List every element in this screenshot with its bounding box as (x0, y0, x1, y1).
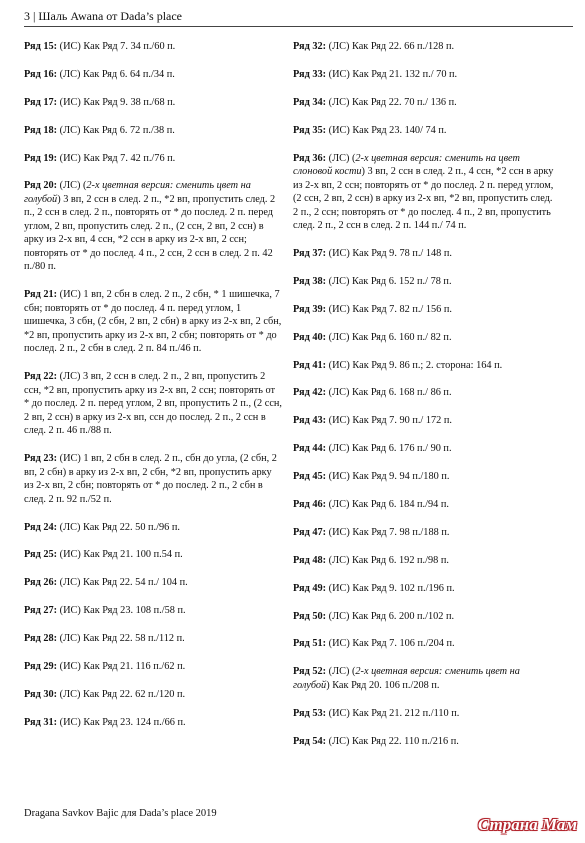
row-label: Ряд 43: (293, 415, 327, 427)
pattern-row (293, 498, 555, 512)
pattern-row (293, 610, 555, 624)
row-text: (ЛС) Как Ряд 22. 62 п./120 п. (57, 688, 186, 700)
row-label: Ряд 42: (293, 387, 327, 399)
pattern-row (293, 247, 555, 261)
page-header: 3 | Шаль Awana от Dada’s place (24, 9, 183, 23)
row-text: (ЛС) Как Ряд 6. 72 п./38 п. (57, 124, 175, 136)
pattern-row (293, 414, 555, 428)
row-label: Ряд 38: (293, 275, 327, 287)
pattern-row (24, 152, 282, 166)
watermark-logo: Страна Мам (477, 815, 577, 834)
row-label: Ряд 49: (293, 582, 327, 594)
pattern-row (293, 40, 555, 54)
row-text: (ЛС) ( (326, 666, 356, 678)
row-label: Ряд 17: (24, 96, 58, 108)
row-text: (ИС) Как Ряд 9. 38 п./68 п. (57, 96, 176, 108)
pattern-row (24, 179, 282, 274)
pattern-row (24, 68, 282, 82)
row-label: Ряд 21: (24, 289, 58, 301)
row-text: (ИС) 1 вп, 2 сбн в след. 2 п., 2 сбн, * 1 шишечка, 7 сбн; повторять от * до послед. 4 п. перед углом, 1 шишечка, 3 сбн, (2 сбн, 2 вп, 2 сбн) в арку из 2-х вп, 2 сбн, *2 вп, пропустить арку из 2-х вп, 2 сбн; повторять от * до послед. 2 п., 2 сбн в след. 2 п. 84 п./46 п. (24, 289, 282, 355)
row-label: Ряд 19: (24, 152, 58, 164)
row-text: (ЛС) ( (326, 152, 356, 164)
row-label: Ряд 29: (24, 660, 58, 672)
pattern-row (24, 688, 282, 702)
pattern-row (293, 96, 555, 110)
row-label: Ряд 31: (24, 716, 58, 728)
row-color-note: 2-х цветная версия: сменить цвет на голубой (293, 666, 520, 691)
row-color-note: 2-х цветная версия: сменить цвет на голубой (24, 180, 251, 205)
row-text-continued: ) 3 вп, 2 ссн в след. 2 п., *2 вп, пропустить след. 2 п., 2 ссн в след. 2 п., повторять от * до послед. 2 п. перед углом, 2 вп, пропустить след. 2 п., (2 ссн, 2 вп, 2 ссн) в арку из 2-х вп, 4 ссн, *2 ссн в арку из 2-х вп, 2 ссн; повторять от * до послед. 4 п., 2 ссн, 2 ссн в след. 2 п. 42 п./80 п. (24, 193, 276, 273)
pattern-row (293, 582, 555, 596)
row-label: Ряд 16: (24, 68, 58, 80)
pattern-row (293, 124, 555, 138)
row-text-continued: ) 3 вп, 2 ссн в след. 2 п., 4 ссн, *2 ссн в арку из 2-х вп, 2 ссн; повторять от * до послед. 2 п. перед углом, (2 ссн, 2 вп, 2 ссн) в арку из 2-х вп, *2 вп, пропустить след. 2 п., 2 ссн; повторять от * до послед. 4 п., 2 вп, пропустить след. 2 п., 2 ссн в след. 2 п. 144 п./ 74 п. (293, 166, 554, 232)
row-text: (ИС) Как Ряд 23. 140/ 74 п. (326, 124, 447, 136)
row-label: Ряд 47: (293, 526, 327, 538)
row-text: (ЛС) Как Ряд 22. 50 п./96 п. (57, 521, 180, 533)
row-text: (ЛС) Как Ряд 22. 54 п./ 104 п. (57, 577, 188, 589)
right-column (293, 40, 555, 762)
row-text: (ИС) Как Ряд 21. 100 п.54 п. (57, 549, 183, 561)
row-label: Ряд 25: (24, 549, 58, 561)
row-label: Ряд 18: (24, 124, 58, 136)
row-text: (ЛС) Как Ряд 6. 168 п./ 86 п. (326, 387, 452, 399)
row-text: (ЛС) Как Ряд 6. 200 п./102 п. (326, 610, 455, 622)
pattern-row (293, 275, 555, 289)
row-label: Ряд 53: (293, 707, 327, 719)
row-label: Ряд 48: (293, 554, 327, 566)
row-text: (ИС) Как Ряд 23. 108 п./58 п. (57, 605, 186, 617)
pattern-row (293, 554, 555, 568)
row-label: Ряд 44: (293, 443, 327, 455)
row-text: (ИС) Как Ряд 21. 132 п./ 70 п. (326, 68, 458, 80)
row-label: Ряд 54: (293, 735, 327, 747)
pattern-row (293, 637, 555, 651)
pattern-row (24, 576, 282, 590)
pattern-row (293, 331, 555, 345)
row-text: (ЛС) Как Ряд 22. 58 п./112 п. (57, 633, 185, 645)
row-text: (ИС) Как Ряд 9. 78 п./ 148 п. (326, 247, 452, 259)
pattern-row (24, 370, 282, 438)
row-text: (ИС) Как Ряд 23. 124 п./66 п. (57, 716, 186, 728)
row-text: (ЛС) Как Ряд 6. 184 п./94 п. (326, 498, 449, 510)
row-label: Ряд 46: (293, 498, 327, 510)
pattern-row (24, 96, 282, 110)
pattern-row (293, 68, 555, 82)
pattern-row (24, 124, 282, 138)
row-label: Ряд 22: (24, 371, 58, 383)
row-label: Ряд 36: (293, 152, 327, 164)
row-label: Ряд 45: (293, 471, 327, 483)
row-text: (ИС) Как Ряд 7. 34 п./60 п. (57, 41, 176, 52)
row-text: (ЛС) Как Ряд 6. 64 п./34 п. (57, 68, 175, 80)
pattern-row (293, 665, 555, 692)
row-text: (ИС) Как Ряд 21. 116 п./62 п. (57, 660, 186, 672)
header-divider (24, 26, 573, 27)
row-text: (ЛС) Как Ряд 6. 176 п./ 90 п. (326, 443, 452, 455)
row-color-note: 2-х цветная версия: сменить на цвет слоновой кости (293, 152, 520, 178)
row-label: Ряд 33: (293, 68, 327, 80)
row-label: Ряд 23: (24, 453, 58, 465)
row-text: (ИС) Как Ряд 7. 82 п./ 156 п. (326, 303, 452, 315)
left-column (24, 40, 282, 744)
row-label: Ряд 20: (24, 180, 58, 192)
pattern-row (293, 735, 555, 749)
pattern-row (293, 442, 555, 456)
row-text: (ИС) Как Ряд 9. 102 п./196 п. (326, 582, 455, 594)
row-label: Ряд 26: (24, 577, 58, 589)
pattern-row (24, 604, 282, 618)
row-text: (ИС) 1 вп, 2 сбн в след. 2 п., сбн до угла, (2 сбн, 2 вп, 2 сбн) в арку из 2-х вп, 2 сбн, *2 вп, пропустить арку из 2-х вп, 2 сбн; повторять от * до послед. 2 п., 2 сбн в след. 2 п. 92 п./52 п. (24, 453, 277, 505)
pattern-row (24, 660, 282, 674)
row-label: Ряд 37: (293, 247, 327, 259)
pattern-row (24, 521, 282, 535)
row-label: Ряд 28: (24, 633, 58, 645)
row-label: Ряд 32: (293, 41, 327, 52)
pattern-row (24, 632, 282, 646)
row-text: (ЛС) 3 вп, 2 ссн в след. 2 п., 2 вп, пропустить 2 ссн, *2 вп, пропустить арку из 2-х вп, 2 ссн; повторять от * до послед. 2 п. перед углом, 2 вп, пропустить 2 п., (2 ссн, 2 вп, 2 ссн) в арку из 2-х вп, ссн до послед. 2 п., 2 ссн в след. 2 п. 46 п./88 п. (24, 371, 282, 437)
row-label: Ряд 52: (293, 666, 327, 678)
pattern-row (24, 452, 282, 506)
row-text: (ЛС) Как Ряд 22. 70 п./ 136 п. (326, 96, 457, 108)
row-text: (ЛС) Как Ряд 6. 160 п./ 82 п. (326, 331, 452, 343)
pattern-row (24, 40, 282, 54)
page-footer: Dragana Savkov Bajic для Dada’s place 2019 (24, 808, 217, 819)
row-label: Ряд 30: (24, 688, 58, 700)
pattern-row (293, 152, 555, 233)
row-label: Ряд 27: (24, 605, 58, 617)
row-text: (ИС) Как Ряд 21. 212 п./110 п. (326, 707, 460, 719)
row-label: Ряд 51: (293, 638, 327, 650)
pattern-row (293, 359, 555, 373)
row-label: Ряд 40: (293, 331, 327, 343)
row-label: Ряд 24: (24, 521, 58, 533)
pattern-row (293, 386, 555, 400)
row-text: (ЛС) Как Ряд 22. 110 п./216 п. (326, 735, 459, 747)
row-text: (ИС) Как Ряд 7. 42 п./76 п. (57, 152, 176, 164)
row-text: (ИС) Как Ряд 7. 98 п./188 п. (326, 526, 450, 538)
row-text: (ЛС) Как Ряд 6. 192 п./98 п. (326, 554, 449, 566)
row-label: Ряд 35: (293, 124, 327, 136)
row-label: Ряд 15: (24, 41, 58, 52)
pattern-row (293, 526, 555, 540)
row-label: Ряд 34: (293, 96, 327, 108)
row-text: (ЛС) ( (57, 180, 87, 192)
row-label: Ряд 41: (293, 359, 327, 371)
row-text: (ИС) Как Ряд 9. 86 п.; 2. сторона: 164 п. (326, 359, 503, 371)
row-text-continued: ) Как Ряд 20. 106 п./208 п. (326, 679, 440, 691)
pattern-row (24, 716, 282, 730)
pattern-row (24, 288, 282, 356)
row-label: Ряд 39: (293, 303, 327, 315)
pattern-row (293, 470, 555, 484)
pattern-row (293, 303, 555, 317)
row-text: (ИС) Как Ряд 9. 94 п./180 п. (326, 471, 450, 483)
row-text: (ИС) Как Ряд 7. 90 п./ 172 п. (326, 415, 452, 427)
pattern-row (24, 548, 282, 562)
row-label: Ряд 50: (293, 610, 327, 622)
row-text: (ЛС) Как Ряд 22. 66 п./128 п. (326, 41, 455, 52)
pattern-row (293, 707, 555, 721)
row-text: (ЛС) Как Ряд 6. 152 п./ 78 п. (326, 275, 452, 287)
row-text: (ИС) Как Ряд 7. 106 п./204 п. (326, 638, 455, 650)
